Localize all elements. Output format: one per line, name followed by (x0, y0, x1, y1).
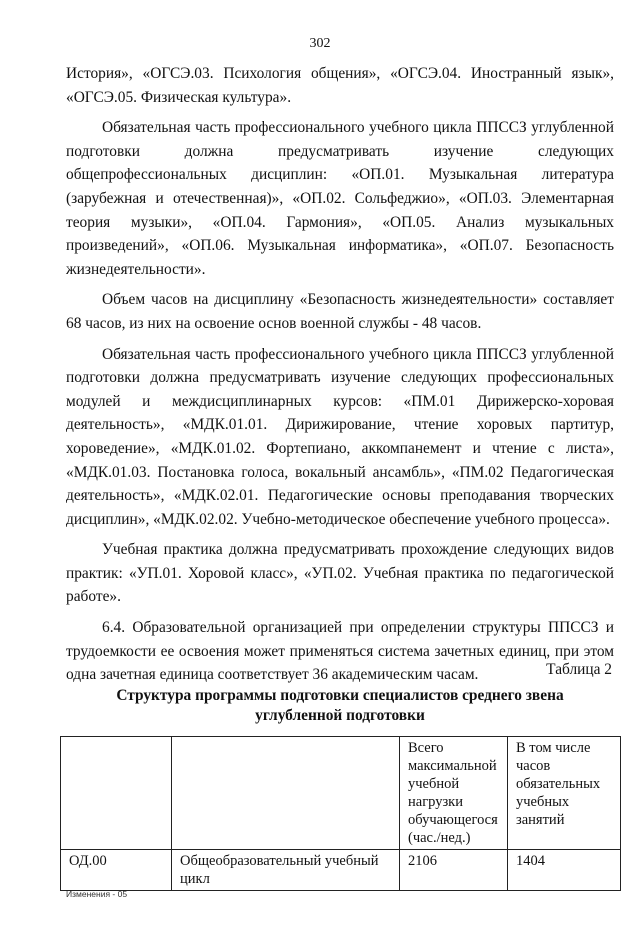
row-cell-code: ОД.00 (61, 850, 172, 891)
row-cell-name: Общеобразовательный учебный цикл (172, 850, 400, 891)
row-cell-mandatory: 1404 (508, 850, 621, 891)
paragraph-life-safety-hours: Объем часов на дисциплину «Безопасность жизнедеятельности» составляет 68 часов, из них на освоение основ военной службы - 48 часов. (66, 291, 614, 332)
page-number: 302 (309, 36, 331, 51)
table-title (60, 686, 620, 726)
paragraph-professional-modules: Обязательная часть профессионального учебного цикла ППССЗ углубленной подготовки должна предусматривать изучение следующих профессиональных модулей и междисциплинарных курсов: «ПМ.01 Дирижерско-хоровая деятельность», «МДК.01.01. Дирижирование, чтение хоровых партитур, хороведение», «МДК.01.02. Фортепиано, аккомпанемент и чтение с листа», «МДК.01.03. Постановка голоса, вокальный ансамбль», «ПМ.02 Педагогическая деятельность», «МДК.02.01. Педагогические основы преподавания творческих дисциплин», «МДК.02.02. Учебно-методическое обеспечение учебного процесса». (66, 345, 614, 528)
program-structure-table (60, 736, 621, 891)
document-body (66, 62, 614, 694)
paragraph-humanities-end: История», «ОГСЭ.03. Психология общения», «ОГСЭ.04. Иностранный язык», «ОГСЭ.05. Физическая культура». (66, 65, 614, 106)
paragraph-educational-practice: Учебная практика должна предусматривать прохождение следующих видов практик: «УП.01. Хоровой класс», «УП.02. Учебная практика по педагогической работе». (66, 541, 614, 606)
table-title-line-1: Структура программы подготовки специалистов среднего звена (116, 687, 564, 704)
header-cell-code (61, 737, 172, 850)
row-cell-total: 2106 (400, 850, 508, 891)
table-title-line-2: углубленной подготовки (255, 707, 425, 724)
table-label: Таблица 2 (546, 661, 612, 678)
paragraph-credit-units: 6.4. Образовательной организацией при определении структуры ППССЗ и трудоемкости ее освоения может применяться система зачетных единиц, при этом одна зачетная единица соответствует 36 академическим часам. (66, 619, 614, 684)
paragraph-general-professional-disciplines: Обязательная часть профессионального учебного цикла ППССЗ углубленной подготовки должна предусматривать изучение следующих общепрофессиональных дисциплин: «ОП.01. Музыкальная литература (зарубежная и отечественная)», «ОП.02. Сольфеджио», «ОП.03. Элементарная теория музыки», «ОП.04. Гармония», «ОП.05. Анализ музыкальных произведений», «ОП.06. Музыкальная информатика», «ОП.07. Безопасность жизнедеятельности». (66, 119, 614, 278)
header-cell-total-load: Всего максимальной учебной нагрузки обучающегося (час./нед.) (400, 737, 508, 850)
table-header-row (61, 737, 621, 850)
footer-revision-note: Изменения - 05 (66, 889, 128, 899)
table-row (61, 850, 621, 891)
header-cell-mandatory-hours: В том числе часов обязательных учебных занятий (508, 737, 621, 850)
header-cell-name (172, 737, 400, 850)
